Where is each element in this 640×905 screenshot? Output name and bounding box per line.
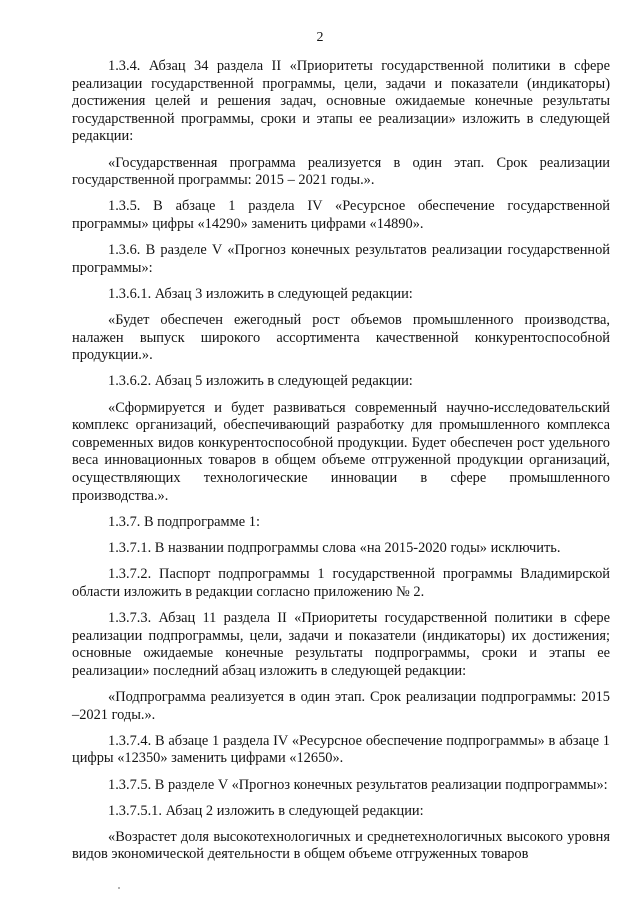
page-number: 2 [316,30,324,45]
paragraph-1-3-6: 1.3.6. В разделе V «Прогноз конечных результатов реализации государственной программы»: [72,242,610,276]
paragraph-1-3-7-1: 1.3.7.1. В названии подпрограммы слова «на 2015-2020 годы» исключить. [108,540,561,556]
paragraph-quote-program-stage: «Государственная программа реализуется в один этап. Срок реализации государственной программы: 2015 – 2021 годы.». [72,154,610,189]
paragraph-quote-research-complex: «Сформируется и будет развиваться современный научно-исследовательский комплекс организаций, обеспечивающий разработку для промышленного комплекса современных видов конкурентоспособной продукции. Будет обеспечен рост удельного веса инновационных товаров в общем объеме отгруженной продукции организаций, осуществляющих технологические инновации в сфере промышленного производства.». [72,399,610,504]
paragraph-1-3-7: 1.3.7. В подпрограмме 1: [108,513,260,530]
paragraph-1-3-6-1: 1.3.6.1. Абзац 3 изложить в следующей редакции: [108,285,413,302]
paragraph-1-3-7-4: 1.3.7.4. В абзаце 1 раздела IV «Ресурсное обеспечение подпрограммы» в абзаце 1 цифры «12350» заменить цифрами «12650». [72,732,610,767]
paragraph-1-3-7-3: 1.3.7.3. Абзац 11 раздела II «Приоритеты государственной политики в сфере реализации подпрограммы, цели, задачи и показатели (индикаторы) их достижения; основные ожидаемые конечные результаты подпрограммы, сроки и этапы ее реализации» последний абзац изложить в следующей редакции: [72,609,610,679]
paragraph-1-3-7-2: 1.3.7.2. Паспорт подпрограммы 1 государственной программы Владимирской области изложить в редакции согласно приложению № 2. [72,566,610,600]
paragraph-1-3-5: 1.3.5. В абзаце 1 раздела IV «Ресурсное обеспечение государственной программы» цифры «14290» заменить цифрами «14890». [72,198,610,232]
paragraph-quote-hightech-share: «Возрастет доля высокотехнологичных и среднетехнологичных высокого уровня видов экономической деятельности в общем объеме отгруженных товаров [72,828,610,863]
paragraph-quote-production-growth: «Будет обеспечен ежегодный рост объемов промышленного производства, налажен выпуск широкого ассортимента качественной конкурентоспособной продукции.». [72,312,610,364]
paragraph-1-3-4: 1.3.4. Абзац 34 раздела II «Приоритеты государственной политики в сфере реализации государственной программы, цели, задачи и показатели (индикаторы) достижения целей и решения задач, основные ожидаемые конечные результаты государственной программы, сроки и этапы ее реализации» изложить в следующей редакции: [72,58,610,145]
scan-artifact [118,887,120,889]
document-body [72,58,610,873]
paragraph-1-3-6-2: 1.3.6.2. Абзац 5 изложить в следующей редакции: [108,373,413,390]
paragraph-quote-subprogram-stage: «Подпрограмма реализуется в один этап. Срок реализации подпрограммы: 2015 –2021 годы.». [72,688,610,723]
paragraph-1-3-7-5-1: 1.3.7.5.1. Абзац 2 изложить в следующей редакции: [108,802,424,819]
paragraph-1-3-7-5: 1.3.7.5. В разделе V «Прогноз конечных результатов реализации подпрограммы»: [108,776,608,793]
